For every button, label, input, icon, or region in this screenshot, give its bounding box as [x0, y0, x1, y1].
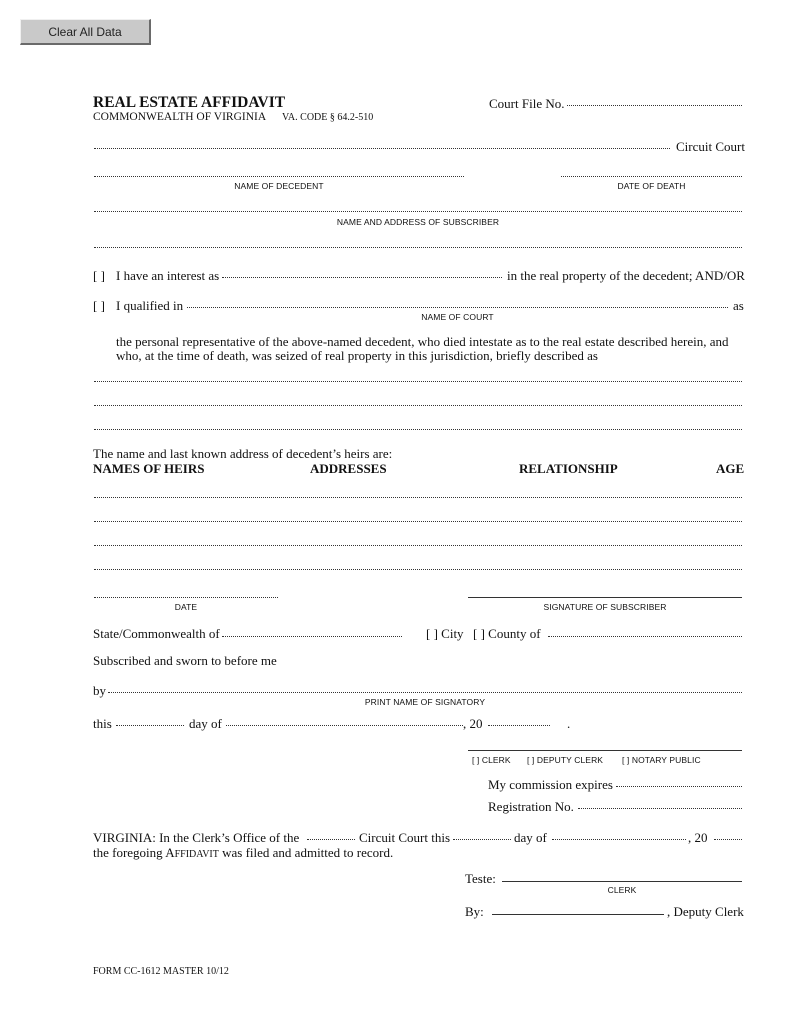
recording-day-of: day of	[514, 830, 547, 845]
commission-expires-field[interactable]	[616, 786, 742, 787]
heirs-col-names: NAMES OF HEIRS	[93, 461, 205, 476]
deputy-clerk-checkbox[interactable]: [ ] DEPUTY CLERK	[527, 755, 604, 765]
heir-row[interactable]	[94, 545, 742, 546]
day-of-label: day of	[189, 716, 222, 731]
signature-field[interactable]	[468, 597, 742, 598]
registration-label: Registration No.	[488, 799, 574, 814]
this-label: this	[93, 716, 112, 731]
sworn-statement: Subscribed and sworn to before me	[93, 653, 277, 668]
form-subtitle: COMMONWEALTH OF VIRGINIA	[93, 111, 267, 123]
by-deputy-label: By:	[465, 904, 484, 919]
date-of-death-caption: DATE OF DEATH	[617, 181, 686, 191]
recording-prefix: VIRGINIA: In the Clerk’s Office of the	[93, 830, 300, 845]
form-title: REAL ESTATE AFFIDAVIT	[93, 94, 286, 111]
court-file-label: Court File No.	[489, 96, 565, 111]
recording-line2-prefix: the foregoing A	[93, 845, 175, 860]
interest-suffix: in the real property of the decedent; AND/OR	[507, 268, 745, 283]
clear-all-data-button[interactable]: Clear All Data	[20, 19, 151, 45]
city-checkbox[interactable]: [ ] City	[426, 626, 464, 641]
court-file-number-field[interactable]	[567, 105, 742, 106]
heirs-col-age: AGE	[716, 461, 745, 476]
recording-day-field[interactable]	[453, 839, 511, 840]
year-prefix: , 20	[463, 716, 483, 731]
form-id: FORM CC-1612 MASTER 10/12	[93, 966, 229, 977]
recording-month-field[interactable]	[552, 839, 686, 840]
decedent-caption: NAME OF DECEDENT	[234, 181, 324, 191]
date-caption: DATE	[174, 602, 198, 612]
statute-code: VA. CODE § 64.2-510	[282, 112, 374, 123]
notary-public-checkbox[interactable]: [ ] NOTARY PUBLIC	[622, 755, 701, 765]
recording-year-prefix: , 20	[688, 830, 708, 845]
subscriber-field-line1[interactable]	[94, 211, 742, 212]
heirs-col-addresses: ADDRESSES	[310, 461, 387, 476]
recording-line2-suffix: was filed and admitted to record.	[218, 845, 394, 860]
qualified-suffix: as	[733, 298, 744, 313]
deputy-clerk-field[interactable]	[492, 914, 664, 915]
commission-label: My commission expires	[488, 777, 613, 792]
interest-label: I have an interest as	[116, 268, 220, 283]
court-name-field[interactable]	[187, 307, 728, 308]
property-description-line1[interactable]	[94, 381, 742, 382]
subscriber-caption: NAME AND ADDRESS OF SUBSCRIBER	[336, 217, 500, 227]
circuit-court-field[interactable]	[94, 148, 670, 149]
name-of-court-caption: NAME OF COURT	[421, 312, 494, 322]
officer-signature-field[interactable]	[468, 750, 742, 751]
print-name-caption: PRINT NAME OF SIGNATORY	[364, 697, 486, 707]
description-paragraph-line1: the personal representative of the above-named decedent, who died intestate as to the real estate described herein, and	[116, 334, 729, 349]
qualified-label: I qualified in	[116, 298, 184, 313]
interest-checkbox[interactable]: [ ]	[93, 268, 105, 283]
date-of-death-field[interactable]	[561, 176, 742, 177]
date-field[interactable]	[94, 597, 278, 598]
registration-number-field[interactable]	[578, 808, 742, 809]
deputy-clerk-label: , Deputy Clerk	[667, 904, 744, 919]
affidavit-smallcaps: FFIDAVIT	[174, 849, 219, 860]
description-paragraph-line2: who, at the time of death, was seized of real property in this jurisdiction, briefly described as	[116, 348, 598, 363]
heirs-col-relationship: RELATIONSHIP	[519, 461, 618, 476]
decedent-name-field[interactable]	[94, 176, 464, 177]
sworn-year-field[interactable]	[488, 725, 550, 726]
by-label: by	[93, 683, 106, 698]
heir-row[interactable]	[94, 521, 742, 522]
subscriber-field-line2[interactable]	[94, 247, 742, 248]
qualified-checkbox[interactable]: [ ]	[93, 298, 105, 313]
county-checkbox[interactable]: [ ] County of	[473, 626, 541, 641]
signature-caption: SIGNATURE OF SUBSCRIBER	[543, 602, 667, 612]
city-county-field[interactable]	[548, 636, 742, 637]
heir-row[interactable]	[94, 497, 742, 498]
recording-year-field[interactable]	[714, 839, 742, 840]
year-period: .	[567, 716, 571, 731]
heirs-intro: The name and last known address of decedent’s heirs are:	[93, 446, 393, 461]
state-label: State/Commonwealth of	[93, 626, 220, 641]
recording-court-field[interactable]	[307, 839, 355, 840]
clerk-caption: CLERK	[607, 885, 637, 895]
teste-label: Teste:	[465, 871, 496, 886]
property-description-line3[interactable]	[94, 429, 742, 430]
recording-line2	[93, 845, 393, 862]
circuit-court-label: Circuit Court	[676, 139, 745, 154]
signatory-name-field[interactable]	[108, 692, 742, 693]
teste-clerk-field[interactable]	[502, 881, 742, 882]
clerk-checkbox[interactable]: [ ] CLERK	[472, 755, 511, 765]
sworn-day-field[interactable]	[116, 725, 184, 726]
state-field[interactable]	[222, 636, 402, 637]
heir-row[interactable]	[94, 569, 742, 570]
property-description-line2[interactable]	[94, 405, 742, 406]
sworn-month-field[interactable]	[226, 725, 463, 726]
recording-circuit-court: Circuit Court this	[359, 830, 450, 845]
interest-field[interactable]	[222, 277, 502, 278]
